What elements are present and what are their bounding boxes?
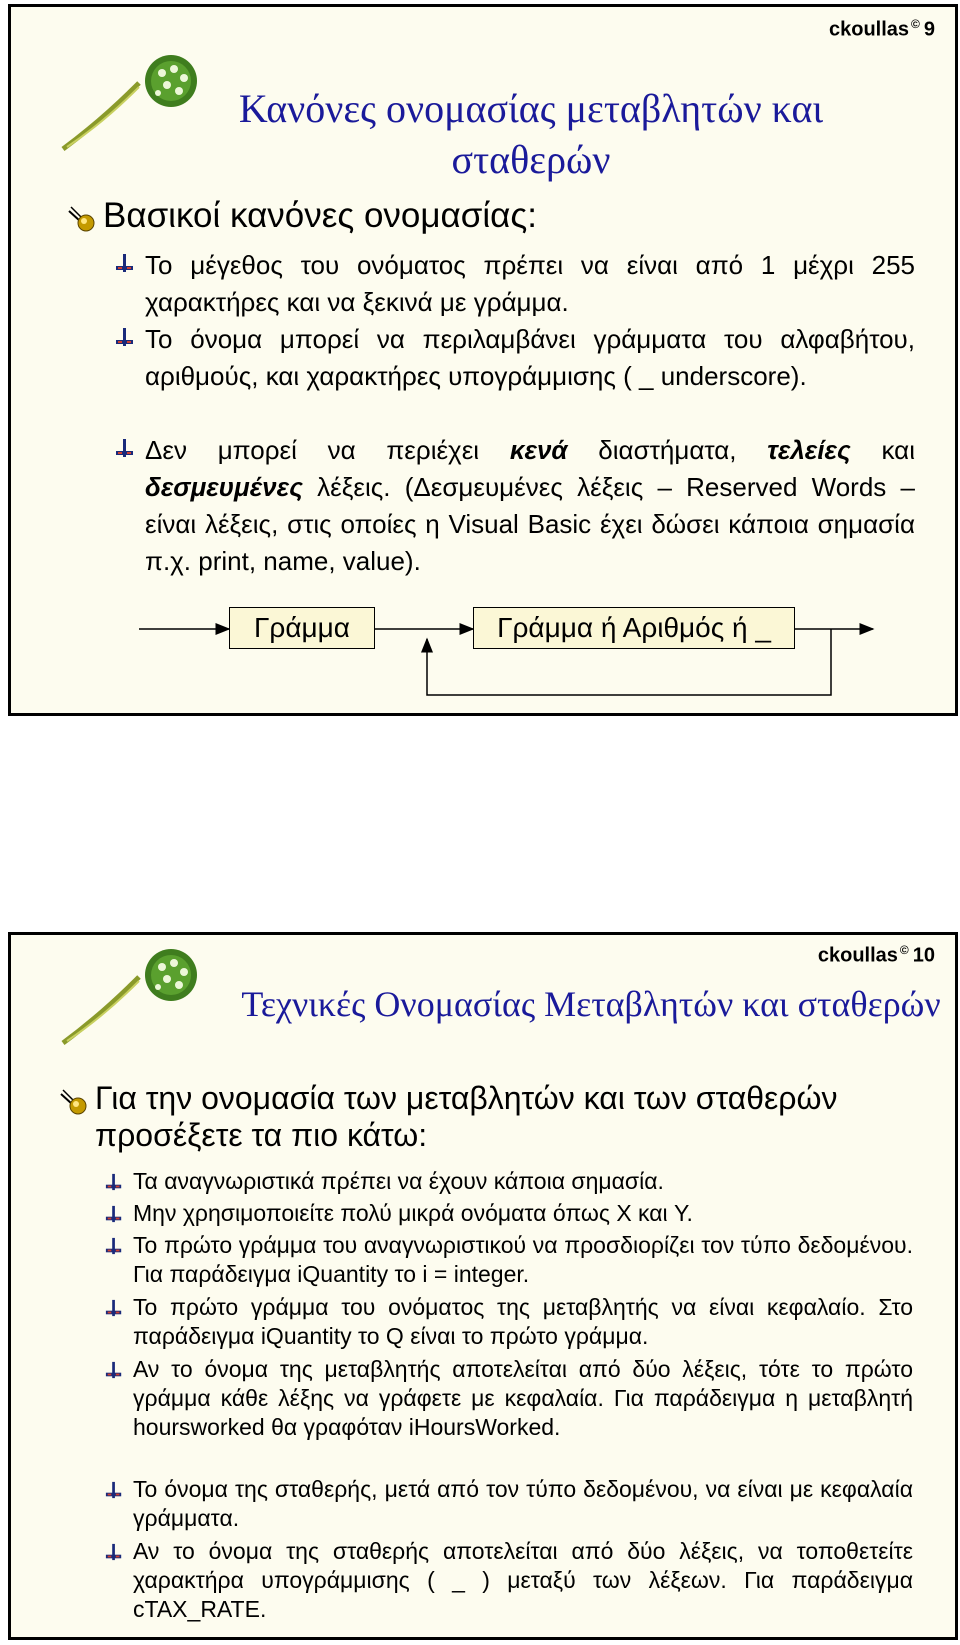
sub-bullet-icon bbox=[105, 1173, 123, 1191]
sub-bullet-icon bbox=[105, 1361, 123, 1379]
text-run: και bbox=[850, 435, 915, 465]
sub-bullet-text: Το όνομα μπορεί να περιλαμβάνει γράμματα του αλφαβήτου, αριθμούς, και χαρακτήρες υπογράμμισης ( _ underscore). bbox=[145, 324, 915, 391]
diagram-letter-digit-underscore-box: Γράμμα ή Αριθμός ή _ bbox=[473, 607, 795, 649]
page-number-label bbox=[818, 943, 935, 968]
sub-bullet-icon bbox=[105, 1237, 123, 1255]
sub-bullet-icon bbox=[105, 1481, 123, 1499]
slide-title: Κανόνες ονομασίας μεταβλητών και σταθερών bbox=[238, 86, 824, 183]
sub-bullet-icon bbox=[105, 1205, 123, 1223]
sub-bullet bbox=[105, 1475, 913, 1533]
sub-bullet-text: Αν το όνομα της μεταβλητής αποτελείται από δύο λέξεις, τότε το πρώτο γράμμα κάθε λέξης να γράφετε με κεφαλαία. Για παράδειγμα η μεταβλητή hoursworked θα γραφόταν iHoursWorked. bbox=[133, 1356, 913, 1440]
sub-bullet-icon bbox=[105, 1543, 123, 1561]
sub-bullet bbox=[105, 1199, 913, 1228]
sub-bullet-text: Το μέγεθος του ονόματος πρέπει να είναι από 1 μέχρι 255 χαρακτήρες και να ξεκινά με γράμμα. bbox=[145, 250, 915, 317]
main-bullet bbox=[59, 1080, 855, 1154]
slide-title: Τεχνικές Ονομασίας Μεταβλητών και σταθερών bbox=[241, 984, 941, 1024]
sub-bullet-text: Αν το όνομα της σταθερής αποτελείται από δύο λέξεις, να τοποθετείτε χαρακτήρα υπογράμμισης ( _ ) μεταξύ των λέξεων. Για παράδειγμα cTAX_RATE. bbox=[133, 1538, 913, 1622]
page-number: 9 bbox=[923, 18, 935, 41]
slide-9 bbox=[8, 4, 958, 716]
text-run: Δεν μπορεί να περιέχει bbox=[145, 435, 510, 465]
sub-bullet-text: Τα αναγνωριστικά πρέπει να έχουν κάποια σημασία. bbox=[133, 1168, 664, 1194]
sub-bullet-text: Το όνομα της σταθερής, μετά από τον τύπο δεδομένου, να είναι με κεφαλαία γράμματα. bbox=[133, 1476, 913, 1531]
author-name: ckoullas bbox=[817, 944, 898, 967]
sub-bullet bbox=[105, 1231, 913, 1289]
sub-bullet-text: Το πρώτο γράμμα του αναγνωριστικού να προσδιορίζει τον τύπο δεδομένου. Για παράδειγμα iQuantity το i = integer. bbox=[133, 1232, 913, 1287]
diagram-letter-box: Γράμμα bbox=[229, 607, 375, 649]
sub-bullet-text: Το πρώτο γράμμα του ονόματος της μεταβλητής να είναι κεφαλαίο. Στο παράδειγμα iQuantity το Q είναι το πρώτο γράμμα. bbox=[133, 1294, 913, 1349]
main-bullet-text: Για την ονομασία των μεταβλητών και των σταθερών προσέξετε τα πιο κάτω: bbox=[95, 1080, 838, 1153]
text-run: διαστήματα, bbox=[567, 435, 768, 465]
copyright-symbol: © bbox=[899, 943, 909, 957]
author-name: ckoullas bbox=[828, 18, 910, 41]
emphasis-spaces: κενά bbox=[509, 435, 568, 465]
sub-bullet bbox=[105, 1537, 913, 1624]
main-bullet-text: Βασικοί κανόνες ονομασίας: bbox=[103, 196, 537, 235]
sub-bullet-text: Μην χρησιμοποιείτε πολύ μικρά ονόματα όπως X και Y. bbox=[133, 1200, 693, 1226]
page-number: 10 bbox=[912, 944, 935, 967]
slide-10 bbox=[8, 932, 958, 1640]
emphasis-dots: τελείες bbox=[767, 435, 851, 465]
pushpin-bullet-icon bbox=[59, 1086, 89, 1116]
sub-bullet-icon bbox=[105, 1299, 123, 1317]
text-run: λέξεις. (Δεσμευμένες λέξεις – Reserved Words – είναι λέξεις, στις οποίες η Visual Basic έχει δώσει κάποια σημασία π.χ. print, name, value). bbox=[145, 472, 915, 576]
sub-bullet bbox=[105, 1167, 913, 1196]
copyright-symbol: © bbox=[911, 17, 920, 31]
sub-bullet bbox=[105, 1355, 913, 1442]
emphasis-reserved: δεσμευμένες bbox=[145, 472, 303, 502]
logo-comet-icon bbox=[61, 945, 211, 1045]
sub-bullet bbox=[105, 1293, 913, 1351]
